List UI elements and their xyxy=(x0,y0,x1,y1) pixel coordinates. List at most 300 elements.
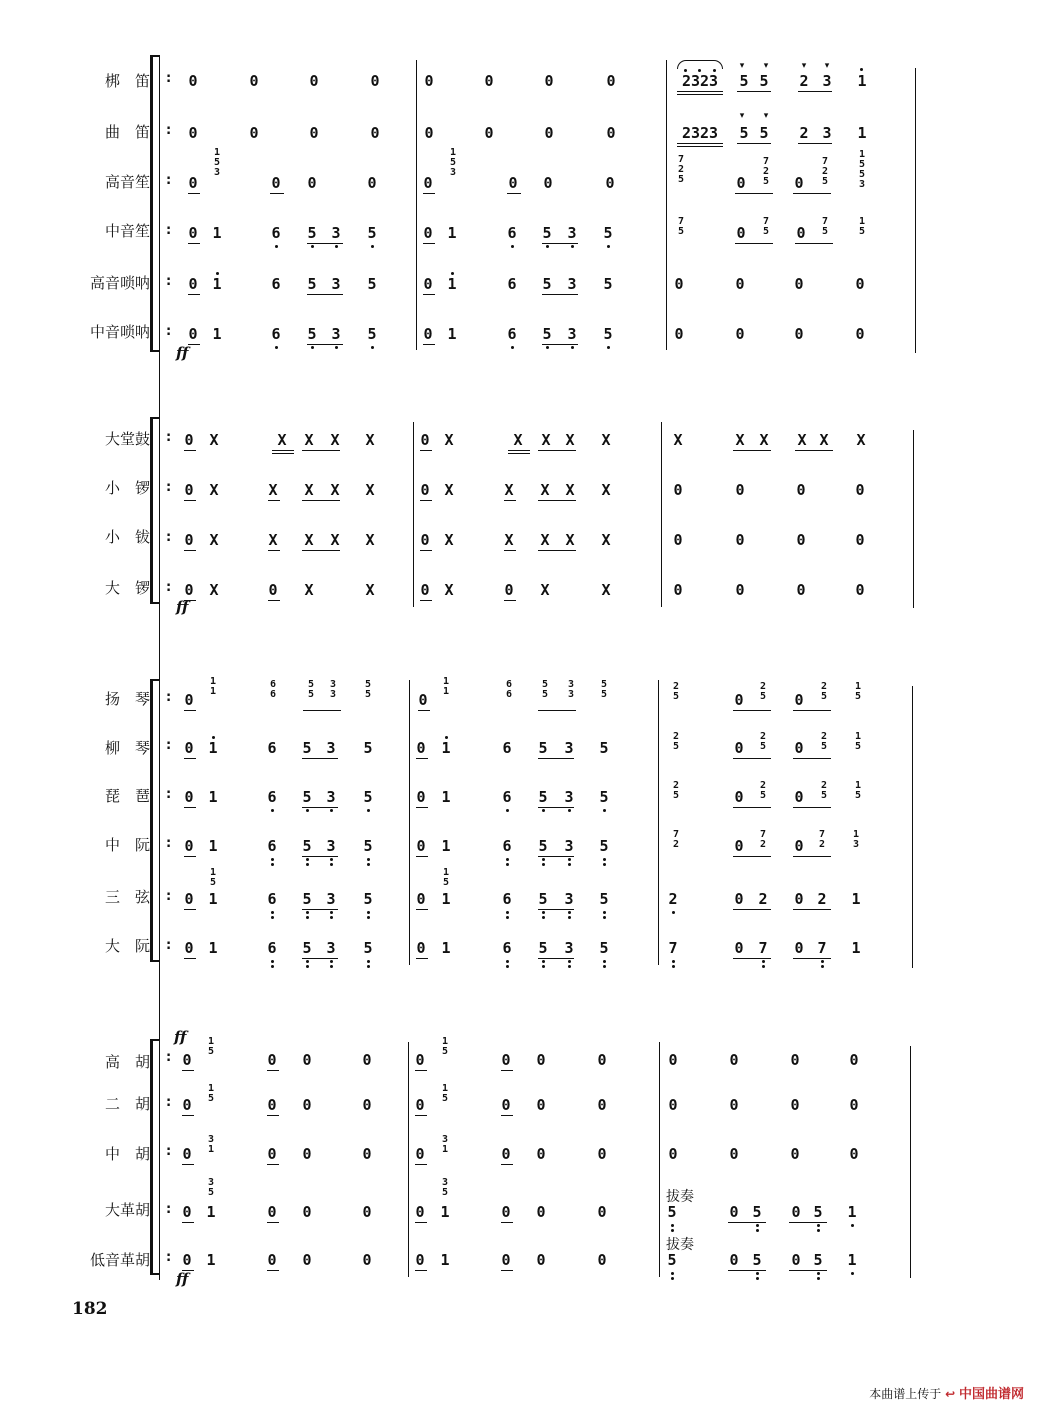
barline xyxy=(413,422,414,607)
note: 0 xyxy=(188,224,198,242)
note: 0 xyxy=(794,939,804,957)
note: 0 xyxy=(729,1096,739,1114)
note: 1 xyxy=(441,939,451,957)
chord: 2 5 xyxy=(672,780,680,801)
repeat-sign: : xyxy=(166,1250,172,1265)
barline xyxy=(912,686,913,968)
bracket-percussion xyxy=(150,418,157,603)
chord: 7 2 xyxy=(759,829,767,850)
note: X xyxy=(540,581,550,599)
chord: 1 5 xyxy=(207,1083,215,1104)
underline xyxy=(504,500,516,501)
note: 0 xyxy=(424,72,434,90)
underline xyxy=(507,193,521,194)
note: 0 xyxy=(182,1203,192,1221)
note: 5 xyxy=(542,325,552,343)
instrument-label-erhu: 二 胡 xyxy=(104,1095,150,1113)
underline xyxy=(272,450,294,451)
underline xyxy=(188,193,200,194)
note: 0 xyxy=(484,72,494,90)
note: 0 xyxy=(729,1051,739,1069)
underline xyxy=(501,1164,513,1165)
footer-credit xyxy=(869,1383,1024,1402)
underline xyxy=(302,758,338,759)
chord: 7 5 xyxy=(762,216,770,237)
repeat-sign: : xyxy=(166,430,172,445)
octave-dot xyxy=(306,965,309,968)
page-number: 182 xyxy=(72,1299,108,1319)
note: 6 xyxy=(502,939,512,957)
instrument-label-gaoyinsuona: 高音唢呐 xyxy=(89,274,150,292)
note: 0 xyxy=(606,124,616,142)
octave-dot xyxy=(445,736,448,739)
instrument-label-diyingehu: 低音革胡 xyxy=(89,1251,150,1269)
underline xyxy=(302,807,338,808)
note: X xyxy=(601,531,611,549)
note: 0 xyxy=(184,890,194,908)
octave-dot xyxy=(571,245,574,248)
note: X xyxy=(330,431,340,449)
octave-dot xyxy=(335,346,338,349)
note: 3 xyxy=(326,890,336,908)
instrument-label-zhongyinsuona: 中音唢呐 xyxy=(89,323,150,341)
note: 0 xyxy=(418,691,428,709)
note: 1 xyxy=(851,890,861,908)
underline xyxy=(184,758,196,759)
note: 0 xyxy=(184,691,194,709)
octave-dot xyxy=(607,346,610,349)
note: 5 xyxy=(667,1251,677,1269)
note: 0 xyxy=(536,1145,546,1163)
note: X xyxy=(541,431,551,449)
note: 6 xyxy=(507,275,517,293)
octave-dot xyxy=(271,809,274,812)
note: 0 xyxy=(423,325,433,343)
barline xyxy=(659,1042,660,1277)
octave-dot xyxy=(506,863,509,866)
underline xyxy=(735,193,773,194)
chord: 3 1 xyxy=(441,1134,449,1155)
note: 3 xyxy=(326,788,336,806)
octave-dot xyxy=(756,1277,759,1280)
octave-dot xyxy=(306,960,309,963)
barline xyxy=(661,422,662,607)
note: 0 xyxy=(267,1051,277,1069)
octave-dot xyxy=(330,809,333,812)
slur xyxy=(677,60,723,69)
note: 5 xyxy=(739,124,749,142)
instrument-label-gaohu: 高 胡 xyxy=(104,1053,150,1071)
note: 0 xyxy=(420,481,430,499)
note: X xyxy=(601,581,611,599)
note: 6 xyxy=(267,890,277,908)
underline xyxy=(789,1270,827,1271)
note: 3 xyxy=(564,837,574,855)
note: 3 xyxy=(564,890,574,908)
octave-dot xyxy=(603,858,606,861)
instrument-label-qudi: 曲 笛 xyxy=(104,123,150,141)
note: 5 xyxy=(599,837,609,855)
note: X xyxy=(565,531,575,549)
octave-dot xyxy=(271,858,274,861)
octave-dot xyxy=(821,960,824,963)
octave-dot xyxy=(603,863,606,866)
underline xyxy=(793,710,831,711)
note: 0 xyxy=(734,739,744,757)
octave-dot xyxy=(568,916,571,919)
octave-dot xyxy=(568,863,571,866)
repeat-sign: : xyxy=(166,123,172,138)
chord: 7 5 xyxy=(821,216,829,237)
note: 6 xyxy=(267,788,277,806)
instrument-label-zhongruan: 中 阮 xyxy=(104,836,150,854)
underline xyxy=(184,856,196,857)
note: 0 xyxy=(416,890,426,908)
chord: 2 5 xyxy=(820,731,828,752)
note: X xyxy=(268,531,278,549)
underline xyxy=(268,600,280,601)
note: 3 xyxy=(564,739,574,757)
underline xyxy=(416,958,428,959)
octave-dot xyxy=(275,245,278,248)
underline xyxy=(798,143,832,144)
note: 5 xyxy=(542,224,552,242)
note: 3 xyxy=(331,224,341,242)
note: 0 xyxy=(362,1051,372,1069)
note: 0 xyxy=(423,174,433,192)
note: 2323 xyxy=(681,72,719,90)
note: 0 xyxy=(794,325,804,343)
note: 0 xyxy=(544,72,554,90)
octave-dot xyxy=(817,1224,820,1227)
chord: 7 2 5 xyxy=(677,154,685,185)
note: X xyxy=(365,531,375,549)
note: 0 xyxy=(415,1096,425,1114)
note: 6 xyxy=(507,224,517,242)
instrument-label-xiaobo: 小 钹 xyxy=(104,528,150,546)
underline xyxy=(416,807,428,808)
note: 0 xyxy=(302,1203,312,1221)
chord: 2 5 xyxy=(759,681,767,702)
underline xyxy=(420,600,432,601)
note: 5 xyxy=(599,890,609,908)
underline xyxy=(728,1270,766,1271)
note: 1 xyxy=(441,837,451,855)
underline xyxy=(728,1222,766,1223)
chord: 1 5 5 3 xyxy=(858,149,866,190)
note: 2 xyxy=(799,124,809,142)
octave-dot xyxy=(568,809,571,812)
bracket-hook xyxy=(150,602,160,604)
chord: 1 5 xyxy=(209,867,217,888)
note: 0 xyxy=(415,1051,425,1069)
note: 0 xyxy=(734,939,744,957)
note: X xyxy=(540,481,550,499)
note: 5 xyxy=(599,739,609,757)
octave-dot xyxy=(330,911,333,914)
underline xyxy=(302,500,340,501)
octave-dot xyxy=(568,911,571,914)
note: 1 xyxy=(212,224,222,242)
note: 0 xyxy=(267,1203,277,1221)
note: 0 xyxy=(729,1251,739,1269)
octave-dot xyxy=(306,916,309,919)
octave-dot xyxy=(713,69,716,72)
note: X xyxy=(673,431,683,449)
note: 0 xyxy=(855,325,865,343)
note: 5 xyxy=(367,325,377,343)
note: X xyxy=(504,481,514,499)
underline xyxy=(418,710,430,711)
note: 0 xyxy=(182,1251,192,1269)
note: 5 xyxy=(599,939,609,957)
note: 0 xyxy=(184,481,194,499)
octave-dot xyxy=(367,858,370,861)
note: 0 xyxy=(420,531,430,549)
repeat-sign: : xyxy=(166,480,172,495)
underline xyxy=(182,1070,194,1071)
underline xyxy=(737,143,771,144)
bracket-hook xyxy=(150,417,160,419)
underline xyxy=(182,1115,194,1116)
note: 2323 xyxy=(681,124,719,142)
octave-dot xyxy=(851,1272,854,1275)
octave-dot xyxy=(335,245,338,248)
repeat-sign: : xyxy=(166,530,172,545)
note: 5 xyxy=(538,788,548,806)
octave-dot xyxy=(603,809,606,812)
note: 0 xyxy=(423,275,433,293)
note: X xyxy=(819,431,829,449)
chord: 1 5 xyxy=(854,731,862,752)
note: 0 xyxy=(267,1145,277,1163)
chord: 1 5 xyxy=(854,780,862,801)
note: 6 xyxy=(502,739,512,757)
underline xyxy=(793,909,831,910)
note: 1 xyxy=(847,1251,857,1269)
underline xyxy=(793,758,831,759)
note: 1 xyxy=(441,788,451,806)
underline xyxy=(307,243,343,244)
note: 0 xyxy=(423,224,433,242)
note: 6 xyxy=(267,939,277,957)
note: X xyxy=(209,431,219,449)
underline xyxy=(307,294,343,295)
note: X xyxy=(304,531,314,549)
note: X xyxy=(540,531,550,549)
note: 5 xyxy=(542,275,552,293)
note: 5 xyxy=(363,837,373,855)
bracket-hook xyxy=(150,960,160,962)
chord: 1 1 xyxy=(209,676,217,697)
note: 5 xyxy=(603,224,613,242)
chord: 5 5 xyxy=(600,679,608,700)
note: 5 xyxy=(538,939,548,957)
chord: 5 5 xyxy=(541,679,549,700)
octave-dot xyxy=(671,1277,674,1280)
note: 6 xyxy=(502,837,512,855)
octave-dot xyxy=(671,1229,674,1232)
note: 5 xyxy=(759,124,769,142)
barline xyxy=(416,60,417,350)
underline xyxy=(188,344,200,345)
note: 0 xyxy=(307,174,317,192)
repeat-sign: : xyxy=(166,71,172,86)
accent-mark: ▾ xyxy=(801,61,807,71)
octave-dot xyxy=(672,960,675,963)
chord: 1 5 xyxy=(858,216,866,237)
octave-dot xyxy=(568,858,571,861)
octave-dot xyxy=(367,863,370,866)
octave-dot xyxy=(367,911,370,914)
octave-dot xyxy=(542,960,545,963)
note: 7 xyxy=(668,939,678,957)
note: 0 xyxy=(796,224,806,242)
note: 5 xyxy=(599,788,609,806)
chord: 3 3 xyxy=(567,679,575,700)
underline xyxy=(420,450,432,451)
note: 0 xyxy=(302,1251,312,1269)
underline xyxy=(542,243,578,244)
underline xyxy=(268,500,280,501)
instrument-label-dagehu: 大革胡 xyxy=(104,1201,150,1219)
note: 1 xyxy=(857,72,867,90)
note: 0 xyxy=(415,1251,425,1269)
barline xyxy=(666,60,667,350)
octave-dot xyxy=(367,960,370,963)
note: 5 xyxy=(302,837,312,855)
instrument-label-daruan: 大 阮 xyxy=(104,937,150,955)
underline xyxy=(416,758,428,759)
underline xyxy=(302,909,338,910)
instrument-label-datanggu: 大堂鼓 xyxy=(104,430,150,448)
underline xyxy=(302,550,340,551)
underline xyxy=(677,91,723,92)
note: 5 xyxy=(603,325,613,343)
underline xyxy=(508,450,530,451)
chord: 1 5 xyxy=(442,867,450,888)
note: X xyxy=(277,431,287,449)
note: X xyxy=(304,481,314,499)
barline xyxy=(658,680,659,965)
note: 0 xyxy=(184,788,194,806)
note: 0 xyxy=(674,275,684,293)
instrument-label-sanxian: 三 弦 xyxy=(104,888,150,906)
note: 0 xyxy=(794,837,804,855)
note: 5 xyxy=(302,939,312,957)
note: 0 xyxy=(362,1251,372,1269)
note: 0 xyxy=(536,1096,546,1114)
underline xyxy=(501,1070,513,1071)
underline xyxy=(302,856,338,857)
underline xyxy=(737,91,771,92)
note: 0 xyxy=(271,174,281,192)
underline xyxy=(538,500,576,501)
dynamic-ff: ff xyxy=(176,598,189,616)
footer-site-name: 中国曲谱网 xyxy=(958,1387,1024,1402)
note: 0 xyxy=(673,531,683,549)
underline xyxy=(184,909,196,910)
octave-dot xyxy=(672,965,675,968)
chord: 1 5 3 xyxy=(449,147,457,178)
bracket-plucked xyxy=(150,680,157,962)
note: 5 xyxy=(538,739,548,757)
underline xyxy=(501,1270,513,1271)
underline xyxy=(793,958,831,959)
octave-dot xyxy=(306,809,309,812)
note: X xyxy=(513,431,523,449)
note: X xyxy=(444,431,454,449)
note: 0 xyxy=(501,1051,511,1069)
note: X xyxy=(565,431,575,449)
note: 1 xyxy=(208,788,218,806)
octave-dot xyxy=(506,916,509,919)
underline xyxy=(267,1270,279,1271)
underline xyxy=(733,909,771,910)
note: 1 xyxy=(440,1203,450,1221)
note: 0 xyxy=(184,531,194,549)
note: 0 xyxy=(501,1203,511,1221)
note: 1 xyxy=(447,224,457,242)
note: 0 xyxy=(184,939,194,957)
note: X xyxy=(601,431,611,449)
bracket-hook xyxy=(150,679,160,681)
note: 0 xyxy=(362,1203,372,1221)
chord: 7 2 xyxy=(672,829,680,850)
octave-dot xyxy=(817,1229,820,1232)
octave-dot xyxy=(542,916,545,919)
underline xyxy=(733,958,771,959)
octave-dot xyxy=(860,68,863,71)
note: 3 xyxy=(567,325,577,343)
note: 1 xyxy=(441,739,451,757)
note: 0 xyxy=(536,1203,546,1221)
note: 1 xyxy=(441,890,451,908)
octave-dot xyxy=(821,965,824,968)
note: 5 xyxy=(307,275,317,293)
note: 2 xyxy=(799,72,809,90)
note: 5 xyxy=(813,1251,823,1269)
octave-dot xyxy=(306,858,309,861)
octave-dot xyxy=(568,960,571,963)
underline xyxy=(733,856,771,857)
note: X xyxy=(330,531,340,549)
logo-icon: ↩ xyxy=(945,1387,956,1401)
underline xyxy=(184,550,196,551)
dynamic-ff: ff xyxy=(174,1028,187,1046)
chord: 7 5 xyxy=(677,216,685,237)
note: X xyxy=(330,481,340,499)
note: 0 xyxy=(484,124,494,142)
system-line xyxy=(159,55,160,1280)
chord: 1 5 xyxy=(207,1036,215,1057)
repeat-sign: : xyxy=(166,1144,172,1159)
note: 0 xyxy=(855,531,865,549)
note: 5 xyxy=(363,739,373,757)
note: 0 xyxy=(182,1051,192,1069)
note: X xyxy=(444,581,454,599)
note: 5 xyxy=(302,890,312,908)
note: 0 xyxy=(249,72,259,90)
underline xyxy=(423,344,435,345)
note: 6 xyxy=(502,890,512,908)
note: 3 xyxy=(326,837,336,855)
octave-dot xyxy=(568,965,571,968)
instrument-label-zhonghu: 中 胡 xyxy=(104,1145,150,1163)
bracket-hook xyxy=(150,350,160,352)
bracket-hook xyxy=(150,1273,160,1275)
octave-dot xyxy=(371,346,374,349)
